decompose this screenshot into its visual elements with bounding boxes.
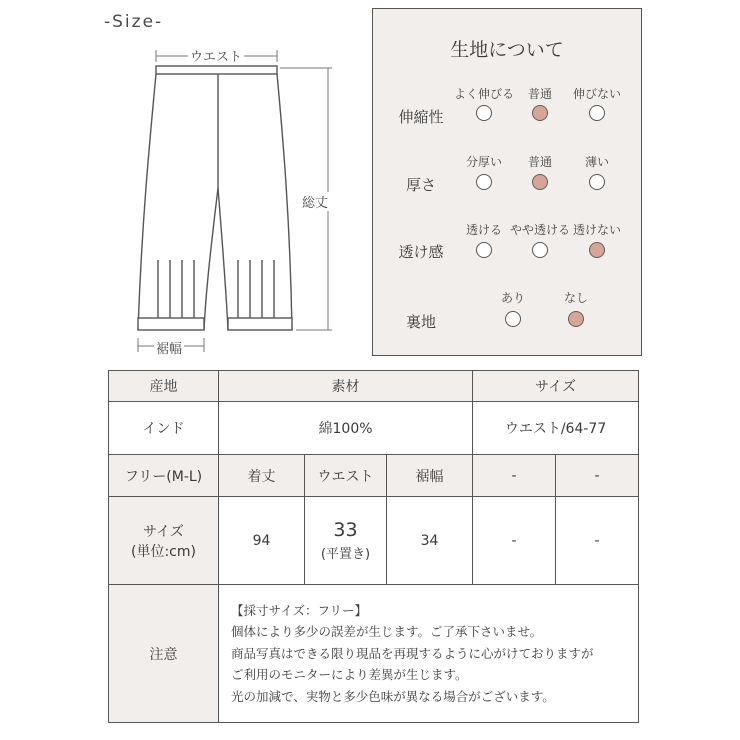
thickness-circle-selected <box>532 174 548 190</box>
fabric-panel <box>372 8 642 356</box>
empty-value: - <box>473 497 556 585</box>
col-length-header: 着丈 <box>219 455 305 497</box>
note-line: 商品写真はできる限り現品を再現するように心がけておりますが <box>231 645 594 661</box>
material-value: 綿100% <box>219 402 473 455</box>
thickness-option-label: 普通 <box>527 155 552 169</box>
length-label: 総丈 <box>300 192 330 211</box>
waist-value-cell <box>305 497 387 585</box>
size-row-label-unit: (単位:cm) <box>131 543 196 560</box>
material-header: 素材 <box>219 371 473 402</box>
waist-value: 33 <box>333 519 358 541</box>
stretch-label: 伸縮性 <box>398 108 444 126</box>
note-line: 【採寸サイズ：フリー】 <box>231 602 368 618</box>
sheerness-circle <box>532 242 548 258</box>
size-name: フリー(M-L) <box>109 455 219 497</box>
waist-label: ウエスト <box>188 46 244 65</box>
note-label: 注意 <box>109 585 219 723</box>
sheerness-circle <box>476 242 492 258</box>
sheerness-option-label: 透ける <box>465 223 502 237</box>
note-line: ご利用のモニターにより差異が生じます。 <box>231 667 468 683</box>
stretch-option-label: よく伸びる <box>453 87 514 101</box>
lining-option-label: なし <box>563 291 588 305</box>
pants-diagram <box>100 38 350 368</box>
size-title: -Size- <box>104 12 164 32</box>
col-empty-header: - <box>556 455 639 497</box>
hem-value: 34 <box>387 497 473 585</box>
thickness-circle <box>476 174 492 190</box>
stretch-circle <box>476 105 492 121</box>
lining-label: 裏地 <box>405 313 436 331</box>
lining-circle <box>505 311 521 327</box>
note-line: 光の加減で、実物と多少色味が異なる場合がございます。 <box>231 688 555 704</box>
note-text <box>219 585 639 723</box>
fabric-title: 生地について <box>450 39 564 61</box>
thickness-circle <box>589 174 605 190</box>
waist-value-note: (平置き) <box>320 547 371 562</box>
size-header: サイズ <box>473 371 639 402</box>
sheerness-label: 透け感 <box>398 243 444 261</box>
stretch-circle-selected <box>532 105 548 121</box>
thickness-option-label: 薄い <box>584 155 609 169</box>
stretch-circle <box>589 105 605 121</box>
col-waist-header: ウエスト <box>305 455 387 497</box>
length-value: 94 <box>219 497 305 585</box>
thickness-label: 厚さ <box>405 176 436 194</box>
sheerness-option-label: 透けない <box>572 223 621 237</box>
size-value: ウエスト/64-77 <box>473 402 639 455</box>
empty-value: - <box>556 497 639 585</box>
thickness-option-label: 分厚い <box>465 155 502 169</box>
col-hem-header: 裾幅 <box>387 455 473 497</box>
lining-circle-selected <box>568 311 584 327</box>
stretch-option-label: 伸びない <box>572 87 621 101</box>
col-empty-header: - <box>473 455 556 497</box>
sheerness-option-label: やや透ける <box>509 223 570 237</box>
origin-header: 産地 <box>109 371 219 402</box>
spec-table <box>108 370 639 723</box>
origin-value: インド <box>109 402 219 455</box>
lining-option-label: あり <box>500 291 525 305</box>
size-row-label <box>109 497 219 585</box>
note-line: 個体により多少の誤差が生じます。ご了承下さいませ。 <box>231 624 543 640</box>
sheerness-circle-selected <box>589 242 605 258</box>
stretch-option-label: 普通 <box>527 87 552 101</box>
hem-label: 裾幅 <box>154 338 184 357</box>
size-row-label-main: サイズ <box>143 523 184 540</box>
